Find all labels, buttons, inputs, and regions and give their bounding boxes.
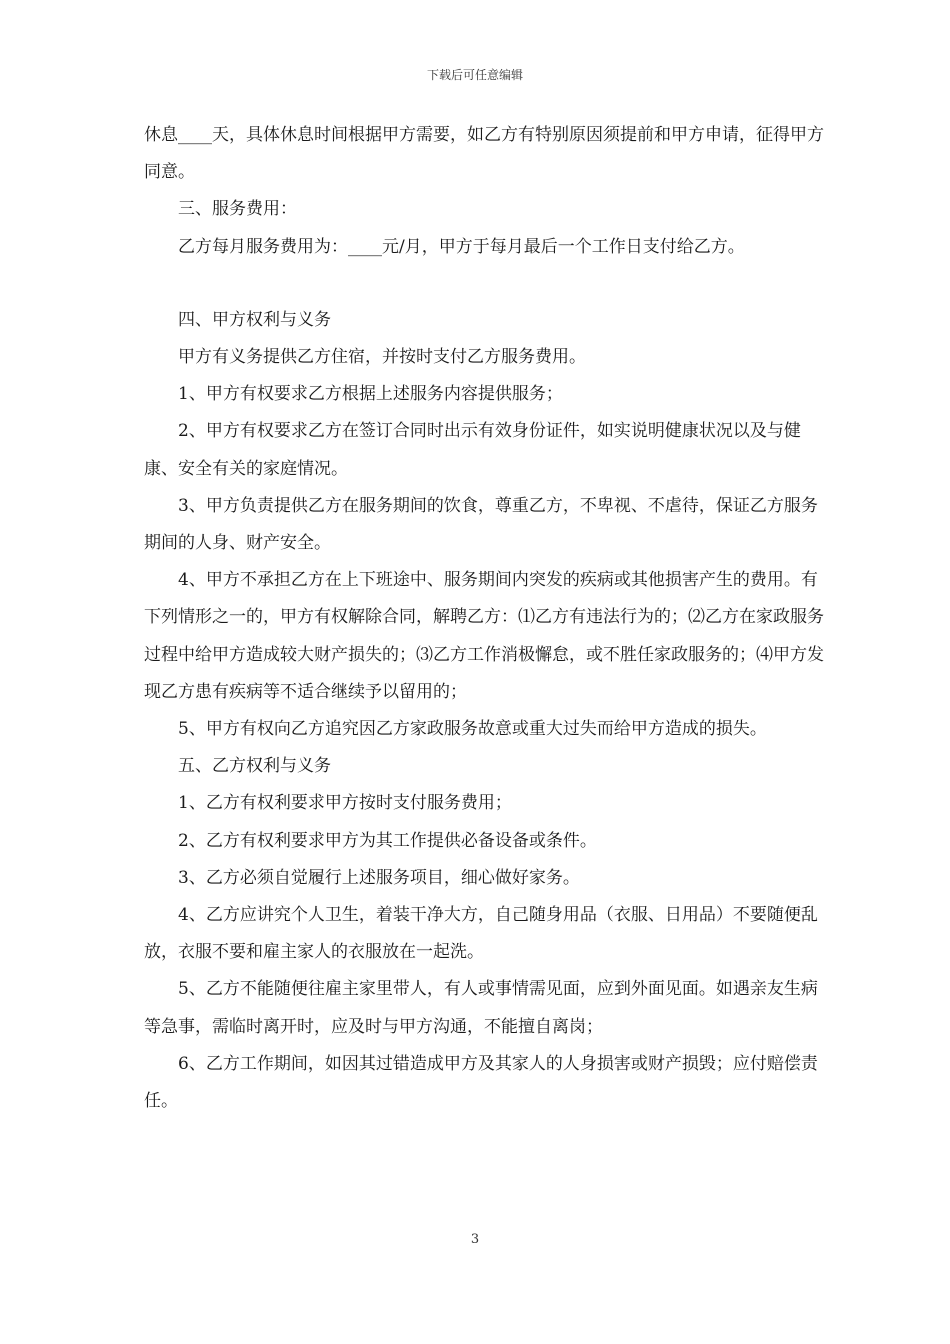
- clause-a-2: 2、甲方有权要求乙方在签订合同时出示有效身份证件，如实说明健康状况以及与健康、安全有关的家庭情况。: [144, 421, 801, 479]
- clause-a-3: 3、甲方负责提供乙方在服务期间的饮食，尊重乙方，不卑视、不虐待，保证乙方服务期间的人身、财产安全。: [144, 495, 818, 554]
- section-heading-party-b: 五、乙方权利与义务: [178, 756, 331, 777]
- clause-b-5: 5、乙方不能随便往雇主家里带人，有人或事情需见面，应到外面见面。如遇亲友生病等急事，需临时离开时，应及时与甲方沟通，不能擅自离岗；: [144, 979, 818, 1037]
- clause-b-1: 1、乙方有权利要求甲方按时支付服务费用；: [178, 793, 512, 814]
- paragraph-monthly-fee: 乙方每月服务费用为：____元/月，甲方于每月最后一个工作日支付给乙方。: [178, 236, 745, 257]
- section-heading-service-fee: 三、服务费用：: [178, 199, 297, 220]
- clause-b-2: 2、乙方有权利要求甲方为其工作提供必备设备或条件。: [178, 830, 597, 851]
- clause-a-4: 4、甲方不承担乙方在上下班途中、服务期间内突发的疾病或其他损害产生的费用。有下列情形之一的，甲方有权解除合同，解聘乙方：⑴乙方有违法行为的；⑵乙方在家政服务过程中给甲方造成较大财产损失的；⑶乙方工作消极懈怠，或不胜任家政服务的；⑷甲方发现乙方患有疾病等不适合继续予以留用的；: [144, 570, 824, 702]
- clause-a-5: 5、甲方有权向乙方追究因乙方家政服务故意或重大过失而给甲方造成的损失。: [178, 719, 767, 740]
- section-heading-party-a: 四、甲方权利与义务: [178, 309, 331, 330]
- clause-a-1: 1、甲方有权要求乙方根据上述服务内容提供服务；: [178, 384, 563, 405]
- clause-b-3: 3、乙方必须自觉履行上述服务项目，细心做好家务。: [178, 867, 580, 888]
- clause-b-6: 6、乙方工作期间，如因其过错造成甲方及其家人的人身损害或财产损毁；应付赔偿责任。: [144, 1053, 818, 1112]
- document-body: [144, 117, 824, 1120]
- clause-b-4: 4、乙方应讲究个人卫生，着装干净大方，自己随身用品（衣服、日用品）不要随便乱放，衣服不要和雇主家人的衣服放在一起洗。: [144, 905, 818, 963]
- paragraph-rest-days: 休息____天，具体休息时间根据甲方需要，如乙方有特别原因须提前和甲方申请，征得甲方同意。: [144, 125, 824, 183]
- page-number: 3: [470, 1232, 480, 1247]
- paragraph-spacer: [144, 266, 824, 302]
- page-header: 下载后可任意编辑: [426, 68, 523, 82]
- paragraph-party-a-duty: 甲方有义务提供乙方住宿，并按时支付乙方服务费用。: [178, 347, 586, 368]
